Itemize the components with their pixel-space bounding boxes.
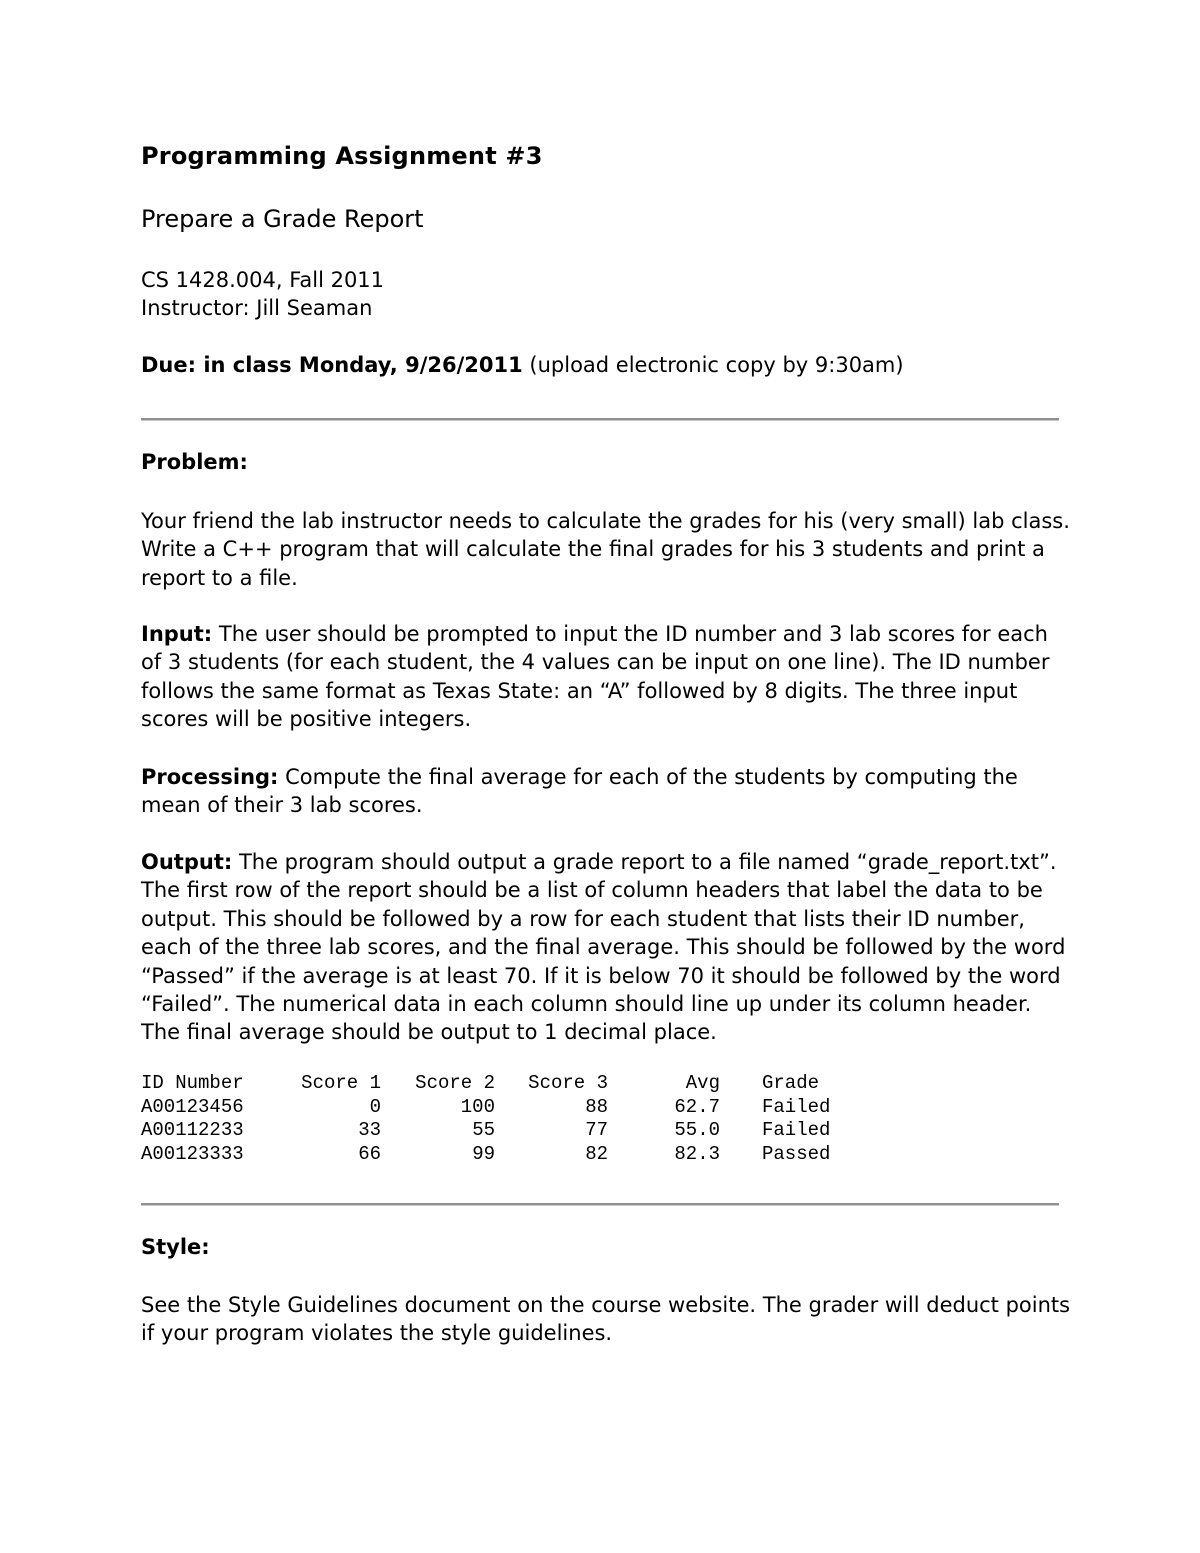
cell-score2: 100: [460, 1095, 495, 1118]
assignment-title: Programming Assignment #3: [141, 142, 543, 170]
cell-score3: 88: [585, 1095, 608, 1118]
cell-score1: 66: [358, 1142, 381, 1165]
problem-heading: Problem:: [141, 450, 248, 474]
cell-score1: 0: [369, 1095, 381, 1118]
processing-text: Compute the final average for each of the students by computing the mean of their 3 lab scores.: [141, 765, 1018, 818]
assignment-subtitle: Prepare a Grade Report: [141, 205, 424, 233]
divider-top: [141, 418, 1059, 421]
divider-bottom: [141, 1203, 1059, 1206]
processing-section: [141, 763, 1071, 820]
table-row: [141, 1119, 892, 1143]
processing-label: Processing:: [141, 765, 279, 789]
cell-score3: 77: [585, 1119, 608, 1141]
course-info: [141, 266, 384, 322]
due-note: (upload electronic copy by 9:30am): [522, 353, 904, 377]
style-text: See the Style Guidelines document on the course website. The grader will deduct points if your program violates the style guidelines.: [141, 1293, 1071, 1346]
instructor-name: Instructor: Jill Seaman: [141, 296, 373, 320]
output-label: Output:: [141, 850, 233, 874]
problem-text: Your friend the lab instructor needs to calculate the grades for his (very small) lab class. Write a C++ program that will calculate the final grades for his 3 students and print a report to a file.: [141, 509, 1070, 590]
cell-avg: 55.0: [674, 1119, 720, 1141]
cell-grade: Failed: [762, 1119, 831, 1141]
output-section: [141, 848, 1071, 1047]
style-heading: Style:: [141, 1235, 210, 1259]
grade-report-table: [141, 1072, 892, 1166]
cell-score2: 99: [472, 1142, 495, 1165]
header-score2: Score 2: [415, 1072, 495, 1094]
cell-id: A00123333: [141, 1142, 244, 1165]
due-date: Due: in class Monday, 9/26/2011: [141, 353, 523, 377]
header-grade: Grade: [762, 1072, 820, 1094]
table-row: [141, 1143, 892, 1167]
cell-grade: Failed: [762, 1095, 831, 1118]
cell-score3: 82: [585, 1142, 608, 1165]
table-row: [141, 1096, 892, 1120]
cell-grade: Passed: [762, 1142, 831, 1165]
cell-id: A00123456: [141, 1095, 244, 1118]
report-header-row: [141, 1072, 892, 1096]
cell-id: A00112233: [141, 1119, 244, 1141]
input-text: The user should be prompted to input the ID number and 3 lab scores for each of 3 students (for each student, the 4 values can be input on one line). The ID number follows the same format as Texas State: an “A” followed by 8 digits. The three input scores will be positive integers.: [141, 622, 1050, 732]
input-section: [141, 620, 1071, 734]
cell-score2: 55: [472, 1119, 495, 1141]
header-score3: Score 3: [528, 1072, 608, 1094]
header-score1: Score 1: [301, 1072, 381, 1094]
cell-avg: 82.3: [674, 1142, 720, 1165]
cell-score1: 33: [358, 1119, 381, 1141]
header-avg: Avg: [685, 1072, 720, 1094]
cell-avg: 62.7: [674, 1095, 720, 1118]
header-id: ID Number: [141, 1072, 244, 1094]
input-label: Input:: [141, 622, 213, 646]
output-text: The program should output a grade report to a file named “grade_report.txt”. The first row of the report should be a list of column headers that label the data to be output. This should be followed by a row for each student that lists their ID number, each of the three lab scores, and the final average. This should be followed by the word “Passed” if the average is at least 70. If it is below 70 it should be followed by the word “Failed”. The numerical data in each column should line up under its column header. The final average should be output to 1 decimal place.: [141, 850, 1066, 1045]
course-code: CS 1428.004, Fall 2011: [141, 268, 385, 292]
due-date-line: [141, 351, 904, 379]
